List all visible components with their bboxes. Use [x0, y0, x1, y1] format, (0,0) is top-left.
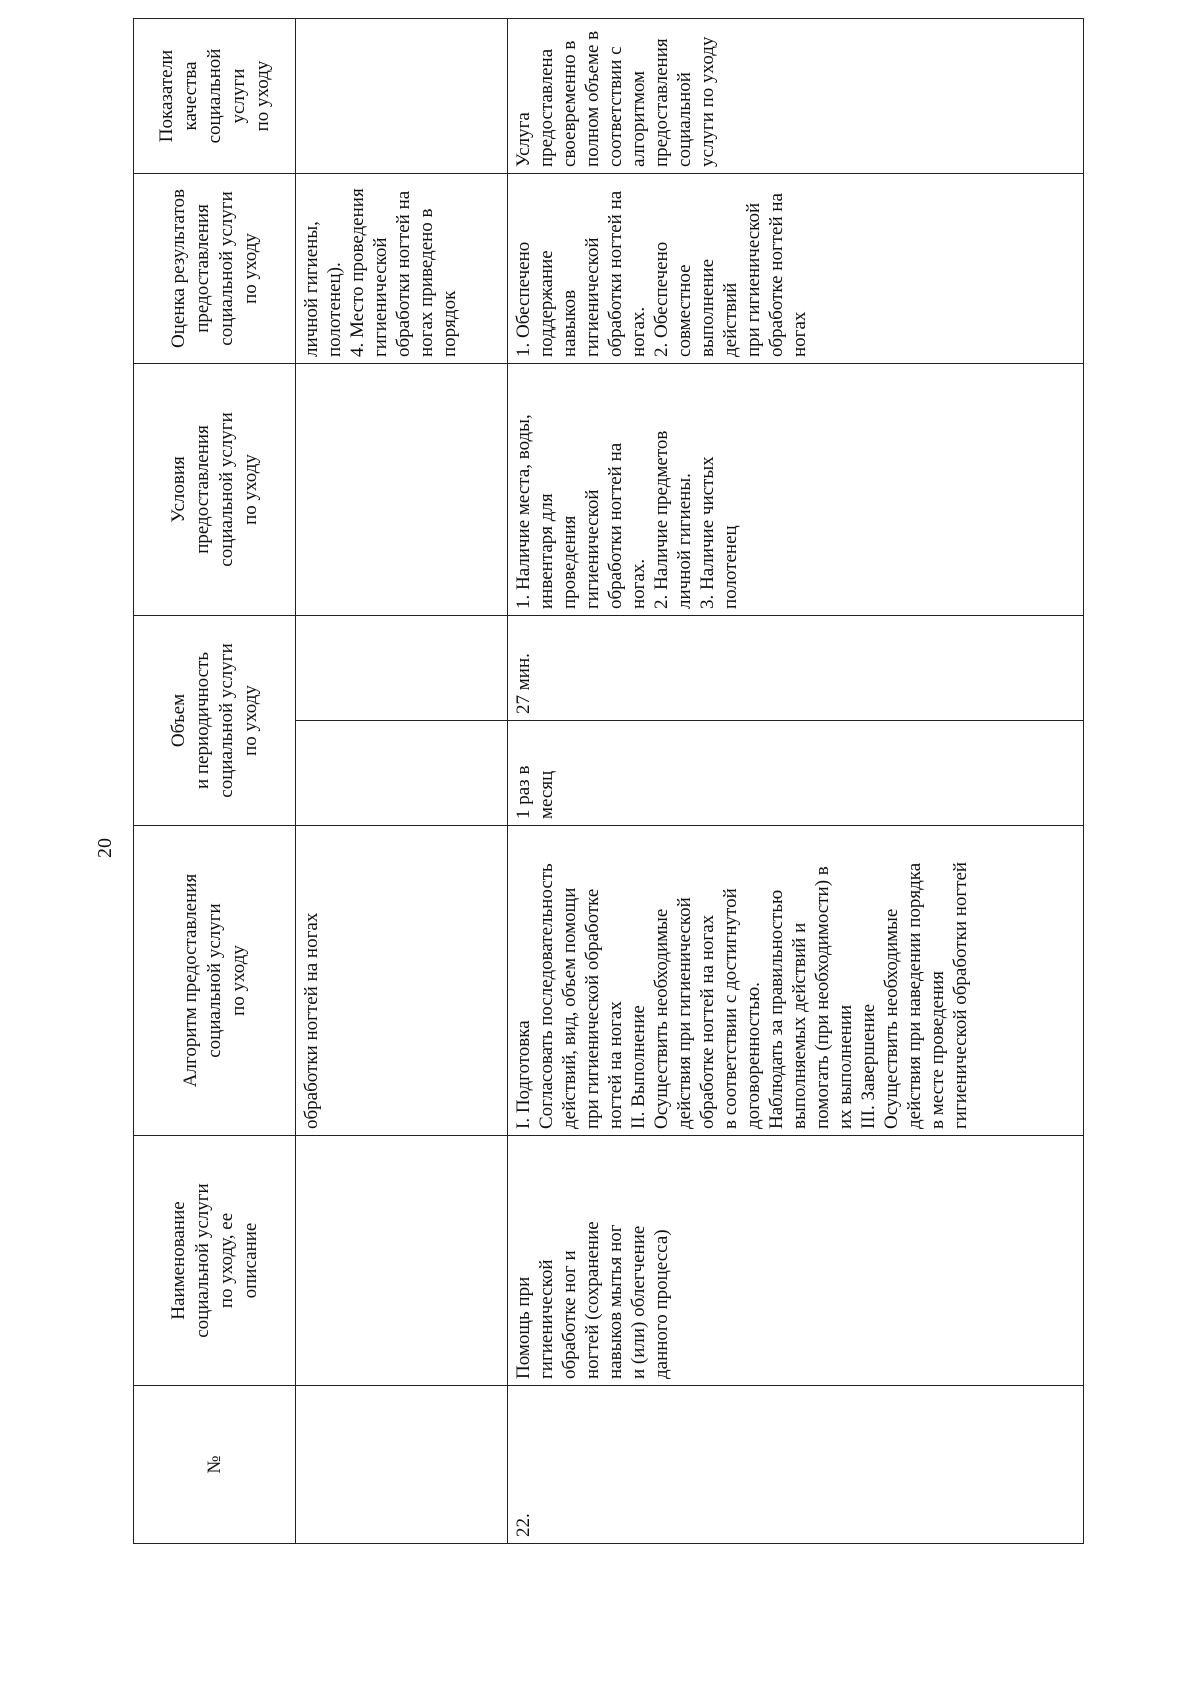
cell-quality [296, 18, 508, 173]
table-header-row [134, 18, 296, 1543]
cell-conditions [296, 363, 508, 615]
cell-quality: Услуга предоставлена своевременно в полном объеме в соответствии с алгоритмом предоставления социальной услуги по уходу [508, 18, 1084, 173]
social-services-table [133, 18, 1084, 1544]
header-name: Наименование социальной услуги по уходу, ее описание [134, 1136, 296, 1386]
cell-conditions: 1. Наличие места, воды, инвентаря для проведения гигиенической обработки ногтей на ногах. 2. Наличие предметов личной гигиены. 3. Наличие чистых полотенец [508, 363, 1084, 615]
cell-algorithm: I. Подготовка Согласовать последовательность действий, вид, объем помощи при гигиенической обработке ногтей на ногах II. Выполнение Осуществить необходимые действия при гигиенической обработке ногтей на ногах в соответствии с достигнутой договоренностью. Наблюдать за правильностью выполняемых действий и помогать (при необходимости) в их выполнении III. Завершение Осуществить необходимые действия при наведении порядка в месте проведения гигиенической обработки ногтей [508, 826, 1084, 1136]
cell-evaluation: 1. Обеспечено поддержание навыков гигиенической обработки ногтей на ногах. 2. Обеспечено совместное выполнение действий при гигиенической обработке ногтей на ногах [508, 173, 1084, 363]
header-evaluation: Оценка результатов предоставления социальной услуги по уходу [134, 173, 296, 363]
cell-frequency: 1 раз в месяц [508, 721, 1084, 826]
header-algorithm: Алгоритм предоставления социальной услуги по уходу [134, 826, 296, 1136]
cell-num: 22. [508, 1386, 1084, 1544]
header-conditions: Условия предоставления социальной услуги по уходу [134, 363, 296, 615]
header-volume: Объем и периодичность социальной услуги по уходу [134, 615, 296, 825]
cell-evaluation: личной гигиены, полотенец). 4. Место проведения гигиенической обработки ногтей на ногах приведено в порядок [296, 173, 508, 363]
table-row-22 [508, 18, 1084, 1543]
cell-name [296, 1136, 508, 1386]
header-quality: Показатели качества социальной услуги по уходу [134, 18, 296, 173]
cell-duration: 27 мин. [508, 615, 1084, 720]
cell-num [296, 1386, 508, 1544]
rotated-table-wrapper [133, 19, 1083, 1544]
cell-name: Помощь при гигиенической обработке ног и ногтей (сохранение навыков мытья ног и (или) облегчение данного процесса) [508, 1136, 1084, 1386]
rotated-page-content [133, 19, 1083, 1544]
table-row-continuation [296, 18, 508, 1543]
cell-algorithm: обработки ногтей на ногах [296, 826, 508, 1136]
page-number: 20 [94, 838, 116, 858]
cell-duration [296, 615, 508, 720]
cell-frequency [296, 721, 508, 826]
header-num: № [134, 1386, 296, 1544]
